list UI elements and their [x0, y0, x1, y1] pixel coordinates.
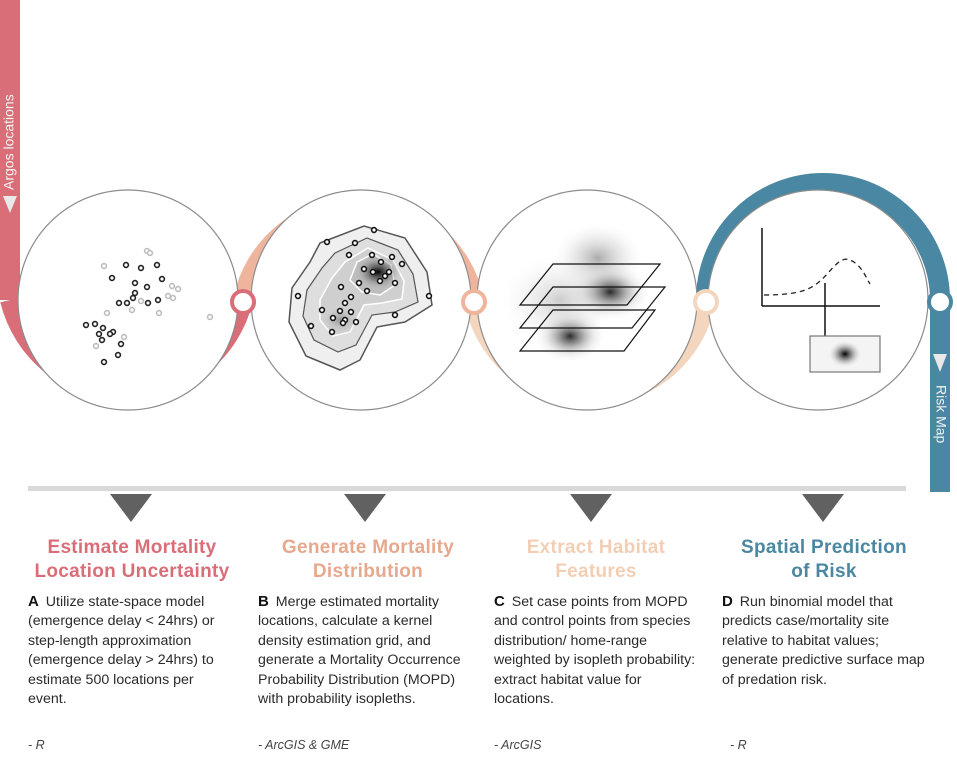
scatter-point — [119, 342, 124, 347]
step-c-tool: - ArcGIS — [494, 738, 542, 752]
pointer-triangles — [110, 494, 844, 522]
step-b-title — [250, 536, 486, 584]
step-letter: B — [258, 593, 269, 610]
scatter-point — [97, 332, 102, 337]
scatter-point — [341, 321, 346, 326]
step-a-title-line2: Location Uncertainty — [34, 561, 230, 582]
step-c-title-line1: Extract Habitat — [526, 537, 666, 558]
scatter-point — [296, 294, 301, 299]
scatter-point — [133, 291, 138, 296]
scatter-point — [357, 281, 362, 286]
step-b-tool: - ArcGIS & GME — [258, 738, 350, 752]
scatter-point — [208, 315, 213, 320]
scatter-point — [354, 320, 359, 325]
scatter-point — [343, 301, 348, 306]
connector-ring — [463, 291, 485, 313]
step-c-title-line2: Features — [555, 561, 637, 582]
scatter-point — [130, 308, 135, 313]
step-c-description-block — [494, 592, 702, 709]
scatter-point — [125, 301, 130, 306]
scatter-point — [102, 264, 107, 269]
step-description: Set case points from MOPD and control points from species distribution/ home-range weighted by isopleth probability: extract habitat value for locations. — [494, 594, 696, 708]
step-d-description-block — [722, 592, 928, 690]
scatter-point — [102, 360, 107, 365]
step-description: Utilize state-space model (emergence delay < 24hrs) or step-length approximation (emergence delay > 24hrs) to estimate 500 locations per event. — [28, 594, 215, 708]
step-a-tool: - R — [28, 738, 45, 752]
scatter-point — [362, 267, 367, 272]
divider — [28, 486, 906, 491]
scatter-point — [349, 295, 354, 300]
scatter-point — [84, 323, 89, 328]
scatter-point — [400, 262, 405, 267]
connector-ring — [695, 291, 717, 313]
scatter-point — [131, 296, 136, 301]
scatter-point — [166, 294, 171, 299]
connector-ring — [929, 291, 951, 313]
scatter-point — [122, 335, 127, 340]
step-d-tool: - R — [730, 738, 747, 752]
scatter-point — [372, 228, 377, 233]
scatter-point — [139, 266, 144, 271]
step-d-title-line2: of Risk — [791, 561, 857, 582]
scatter-point — [148, 251, 153, 256]
scatter-point — [93, 322, 98, 327]
scatter-point — [390, 255, 395, 260]
risk-map-thumbnail — [810, 336, 880, 372]
scatter-point — [393, 313, 398, 318]
scatter-point — [171, 296, 176, 301]
scatter-point — [325, 240, 330, 245]
scatter-point — [383, 274, 388, 279]
scatter-point — [146, 301, 151, 306]
connector-ring — [232, 291, 254, 313]
scatter-point — [427, 294, 432, 299]
pointer-triangle — [344, 494, 386, 522]
scatter-point — [331, 316, 336, 321]
scatter-point — [347, 253, 352, 258]
scatter-point — [387, 270, 392, 275]
scatter-point — [320, 308, 325, 313]
scatter-point — [176, 287, 181, 292]
scatter-point — [160, 277, 165, 282]
scatter-point — [365, 289, 370, 294]
pointer-triangle — [802, 494, 844, 522]
scatter-point — [145, 285, 150, 290]
scatter-point — [108, 332, 113, 337]
step-letter: C — [494, 593, 505, 610]
step-c-title — [478, 536, 714, 584]
scatter-point — [155, 263, 160, 268]
scatter-point — [309, 324, 314, 329]
input-label: Argos locations — [0, 94, 17, 190]
scatter-point — [139, 299, 144, 304]
scatter-point — [100, 338, 105, 343]
scatter-point — [170, 284, 175, 289]
pointer-triangle — [570, 494, 612, 522]
step-a-title — [14, 536, 250, 584]
scatter-point — [330, 330, 335, 335]
scatter-point — [338, 309, 343, 314]
scatter-point — [133, 281, 138, 286]
step-b-title-line2: Distribution — [312, 561, 424, 582]
scatter-point — [156, 298, 161, 303]
output-label: Risk Map — [933, 385, 950, 444]
scatter-point — [371, 270, 376, 275]
step-a-title-line1: Estimate Mortality — [47, 537, 217, 558]
step-letter: A — [28, 593, 39, 610]
scatter-point — [116, 353, 121, 358]
scatter-point — [393, 281, 398, 286]
panel-circle-d — [708, 190, 928, 410]
step-b-description-block — [258, 592, 470, 709]
scatter-point — [101, 326, 106, 331]
scatter-point — [353, 241, 358, 246]
pointer-triangle — [110, 494, 152, 522]
step-a-description-block — [28, 592, 236, 709]
step-letter: D — [722, 593, 733, 610]
scatter-point — [370, 253, 375, 258]
scatter-point — [105, 311, 110, 316]
scatter-point — [349, 310, 354, 315]
scatter-point — [339, 285, 344, 290]
scatter-point — [94, 344, 99, 349]
scatter-point — [378, 279, 383, 284]
scatter-point — [157, 311, 162, 316]
scatter-point — [124, 263, 129, 268]
step-d-title — [706, 536, 942, 584]
scatter-point — [379, 260, 384, 265]
step-d-title-line1: Spatial Prediction — [741, 537, 907, 558]
step-b-title-line1: Generate Mortality — [281, 537, 455, 558]
scatter-point — [117, 301, 122, 306]
scatter-point — [110, 276, 115, 281]
step-description: Run binomial model that predicts case/mortality site relative to habitat values; generate predictive surface map of predation risk. — [722, 594, 925, 688]
step-description: Merge estimated mortality locations, calculate a kernel density estimation grid, and generate a Mortality Occurrence Probability Distribution (MOPD) with probability isopleths. — [258, 594, 461, 708]
